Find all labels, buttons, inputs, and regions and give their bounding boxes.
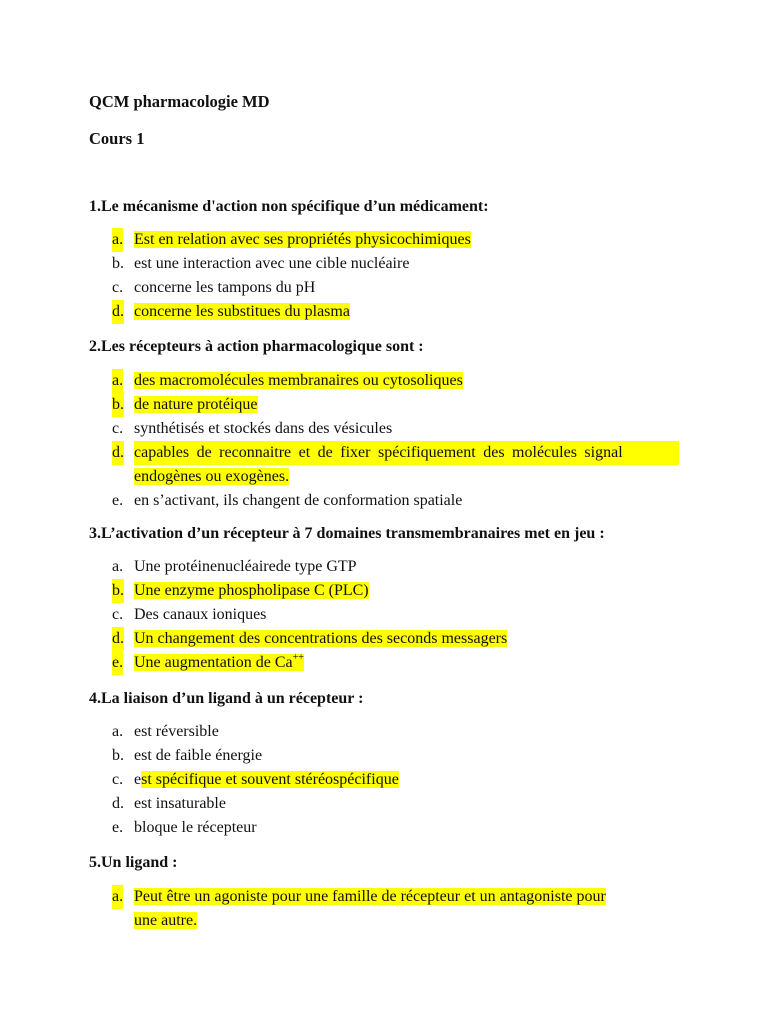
answer-letter: d. <box>112 627 124 651</box>
answer-text-line2: une autre. <box>134 912 198 929</box>
answer-letter: e. <box>112 492 124 509</box>
course-title: Cours 1 <box>89 129 145 148</box>
answer-2d <box>109 441 679 489</box>
answer-letter: b. <box>112 747 124 764</box>
answer-text: en s’activant, ils changent de conformation spatiale <box>134 492 463 509</box>
answer-letter: e. <box>112 819 124 836</box>
answer-list-1 <box>109 228 679 324</box>
answer-text: est réversible <box>134 723 219 740</box>
question-5: 5.Un ligand : <box>89 854 178 871</box>
answer-4e <box>109 816 679 840</box>
answer-5a <box>109 885 679 933</box>
answer-text: est insaturable <box>134 795 226 812</box>
answer-text: Est en relation avec ses propriétés physicochimiques <box>134 231 471 248</box>
answer-text-line1 <box>134 441 679 465</box>
answer-letter: c. <box>112 279 124 296</box>
answer-list-5 <box>109 885 679 933</box>
answer-text: est une interaction avec une cible nucléaire <box>134 255 410 272</box>
answer-text: Une protéinenucléairede type GTP <box>134 558 357 575</box>
answer-letter: b. <box>112 393 124 417</box>
answer-2a <box>109 369 679 393</box>
answer-text-line1: Peut être un agoniste pour une famille de récepteur et un antagoniste pour <box>134 888 606 905</box>
answer-3c <box>109 603 679 627</box>
answer-text: synthétisés et stockés dans des vésicules <box>134 420 393 437</box>
answer-text: de nature protéique <box>134 396 258 413</box>
answer-list-3 <box>109 555 679 675</box>
answer-letter: b. <box>112 255 124 272</box>
answer-2b <box>109 393 679 417</box>
answer-text: Un changement des concentrations des seconds messagers <box>134 630 508 647</box>
answer-letter: a. <box>112 558 124 575</box>
answer-letter: a. <box>112 885 123 909</box>
answer-list-4 <box>109 720 679 840</box>
answer-letter: c. <box>112 606 124 623</box>
answer-1c <box>109 276 679 300</box>
answer-3e <box>109 651 679 675</box>
document-title: QCM pharmacologie MD <box>89 92 270 111</box>
answer-letter: c. <box>112 771 124 788</box>
answer-text: concerne les substitues du plasma <box>134 303 350 320</box>
answer-text: des macromolécules membranaires ou cytosoliques <box>134 372 463 389</box>
question-3: 3.L’activation d’un récepteur à 7 domaines transmembranaires met en jeu : <box>89 525 605 542</box>
answer-3d <box>109 627 679 651</box>
answer-text-line2: endogènes ou exogènes. <box>134 468 290 485</box>
answer-1b <box>109 252 679 276</box>
answer-text-plain: e <box>134 771 142 788</box>
answer-letter: a. <box>112 228 123 252</box>
answer-4c <box>109 768 679 792</box>
question-2: 2.Les récepteurs à action pharmacologique sont : <box>89 338 424 355</box>
question-4: 4.La liaison d’un ligand à un récepteur : <box>89 690 364 707</box>
answer-4a <box>109 720 679 744</box>
answer-3b <box>109 579 679 603</box>
answer-4d <box>109 792 679 816</box>
answer-text-highlighted: st spécifique et souvent stéréospécifique <box>141 771 399 788</box>
answer-letter: c. <box>112 420 124 437</box>
answer-letter: a. <box>112 723 124 740</box>
answer-text: bloque le récepteur <box>134 819 257 836</box>
answer-letter: d. <box>112 441 124 465</box>
answer-2c <box>109 417 679 441</box>
answer-text: concerne les tampons du pH <box>134 279 316 296</box>
answer-letter: d. <box>112 795 124 812</box>
answer-text: capables de reconnaitre et de fixer spécifiquement des molécules signal <box>134 444 623 461</box>
answer-letter: d. <box>112 300 124 324</box>
answer-text: Une enzyme phospholipase C (PLC) <box>134 582 369 599</box>
answer-text <box>134 654 304 671</box>
answer-1d <box>109 300 679 324</box>
answer-3a <box>109 555 679 579</box>
answer-text-main: Une augmentation de Ca <box>134 654 293 671</box>
answer-4b <box>109 744 679 768</box>
answer-text: Des canaux ioniques <box>134 606 267 623</box>
answer-letter: e. <box>112 651 123 675</box>
question-1: 1.Le mécanisme d'action non spécifique d’un médicament: <box>89 198 489 215</box>
answer-text <box>134 771 399 788</box>
answer-1a <box>109 228 679 252</box>
answer-letter: a. <box>112 369 123 393</box>
superscript: ++ <box>292 652 304 663</box>
answer-text: est de faible énergie <box>134 747 263 764</box>
answer-list-2 <box>109 369 679 513</box>
answer-letter: b. <box>112 579 124 603</box>
answer-2e <box>109 489 679 513</box>
